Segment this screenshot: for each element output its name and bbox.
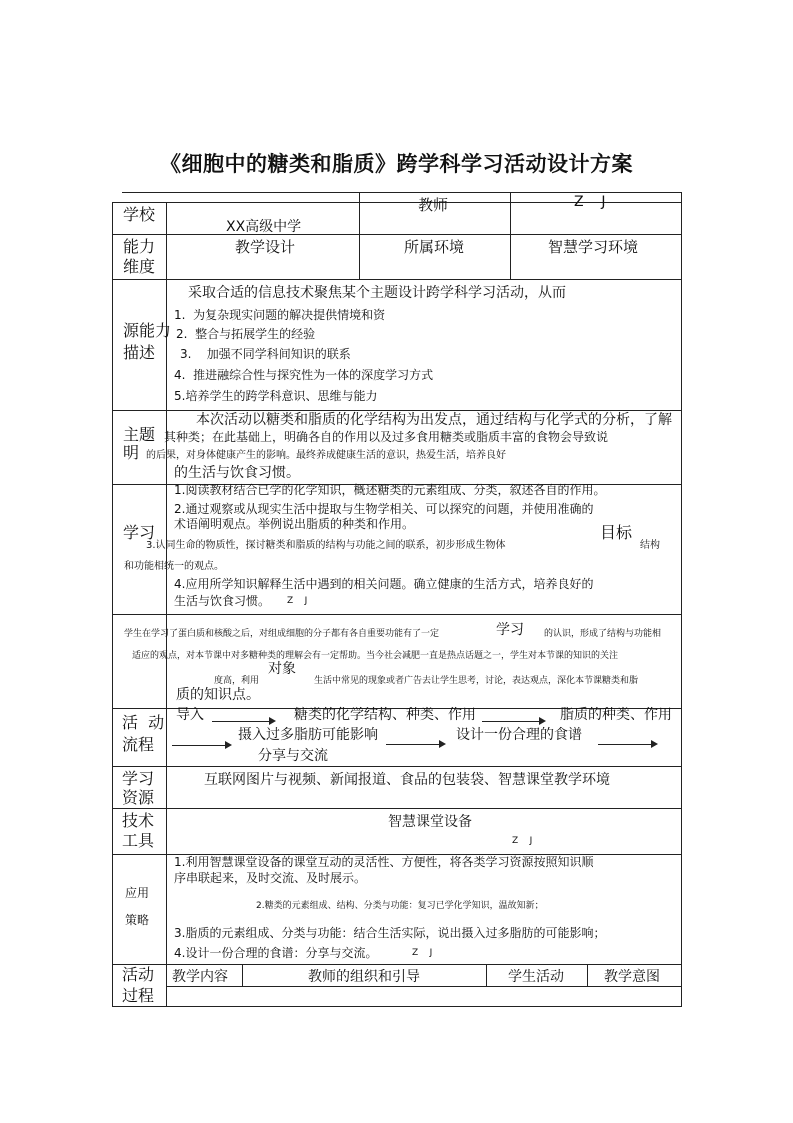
source-intro: 采取合适的信息技术聚焦某个主题设计跨学科学习活动，从而 xyxy=(188,285,566,301)
goal-item-4b: 生活与饮食习惯。 xyxy=(174,594,271,608)
row-divider xyxy=(112,766,682,767)
tool-label-line2: 工具 xyxy=(122,831,155,850)
row-divider xyxy=(166,986,682,987)
row-divider xyxy=(112,964,682,965)
goal-item-3c: 和功能相统一的观点。 xyxy=(124,561,224,572)
flow-arrow xyxy=(386,744,444,745)
row-divider xyxy=(112,279,682,280)
object-text-line3-rest: 生活中常见的现象或者广告去让学生思考，讨论，表达观点，深化本节课糖类和脂 xyxy=(314,676,639,686)
theme-label-line2: 明 xyxy=(123,443,140,462)
source-item: 4. 推进融综合性与探究性为一体的深度学习方式 xyxy=(174,368,434,382)
strategy-item-2: 2.糖类的元素组成、结构、分类与功能：复习已学化学知识，温故知新； xyxy=(256,901,544,911)
column-divider xyxy=(510,192,511,279)
process-col-intent: 教学意图 xyxy=(604,969,660,985)
teacher-label: 教师 xyxy=(418,196,449,214)
page-title: 《细胞中的糖类和脂质》跨学科学习活动设计方案 xyxy=(160,151,633,176)
goal-item-2a: 2.通过观察或从现实生活中提取与生物学相关、可以探究的问题，并使用准确的 xyxy=(174,502,594,516)
object-label: 对象 xyxy=(268,661,296,677)
environment-value: 智慧学习环境 xyxy=(548,238,639,256)
goal-item-4a: 4.应用所学知识解释生活中遇到的相关问题。确立健康的生活方式，培养良好的 xyxy=(174,577,594,591)
table-right-border xyxy=(681,192,682,1006)
school-label: 学校 xyxy=(123,205,156,224)
flow-arrow xyxy=(482,721,544,722)
flow-step-recipe: 设计一份合理的食谱 xyxy=(456,727,582,743)
tool-label-line1: 技术 xyxy=(122,811,155,830)
ability-label-line1: 能力 xyxy=(123,237,156,256)
column-divider xyxy=(359,192,360,279)
goal-item-1: 1.阅读教材结合已学的化学知识，概述糖类的元素组成、分类，叙述各自的作用。 xyxy=(174,483,606,497)
resource-label-line2: 资源 xyxy=(122,788,155,807)
process-col-content: 教学内容 xyxy=(172,969,228,985)
object-text-line1: 学生在学习了蛋白质和核酸之后，对组成细胞的分子都有各自重要功能有了一定 xyxy=(124,629,440,639)
goal-label-left: 学习 xyxy=(123,523,156,542)
school-value: XX高级中学 xyxy=(226,219,302,235)
flow-step-share: 分享与交流 xyxy=(258,748,328,764)
tool-value: 智慧课堂设备 xyxy=(388,814,472,830)
strategy-item-4: 4.设计一份合理的食谱：分享与交流。 xyxy=(174,946,378,960)
object-text-line1-big: 学习 xyxy=(496,622,524,638)
row-divider xyxy=(112,808,682,809)
tool-mark: Z J xyxy=(512,836,533,846)
goal-label-right: 目标 xyxy=(600,523,633,542)
flow-step-lipid: 脂质的种类、作用 xyxy=(560,707,672,723)
strategy-item-1b: 序串联起来，及时交流、及时展示。 xyxy=(174,871,367,885)
column-divider xyxy=(242,964,243,986)
source-item: 3. 加强不同学科间知识的联系 xyxy=(180,347,351,361)
process-col-student: 学生活动 xyxy=(508,969,564,985)
strategy-item-1a: 1.利用智慧课堂设备的课堂互动的灵活性、方便性，将各类学习资源按照知识顺 xyxy=(174,855,594,869)
source-item: 1. 为复杂现实问题的解决提供情境和资 xyxy=(174,308,386,322)
table-top-border xyxy=(122,192,682,193)
flow-arrow xyxy=(598,744,656,745)
table-bottom-border xyxy=(112,1006,682,1007)
column-divider xyxy=(587,964,588,986)
object-text-line4: 质的知识点。 xyxy=(176,687,260,703)
object-text-line2: 适应的观点，对本节课中对多糖种类的理解会有一定帮助。当今社会减肥一直是热点话题之一，学生对本节课的知识的关注 xyxy=(132,651,619,661)
theme-text-line2: 其种类；在此基础上，明确各自的作用以及过多食用糖类或脂质丰富的食物会导致说 xyxy=(164,430,609,444)
goal-item-2b: 术语阐明观点。举例说出脂质的种类和作用。 xyxy=(174,517,415,531)
flow-arrow xyxy=(172,745,230,746)
ability-value: 教学设计 xyxy=(235,238,296,256)
flow-step-fat-intake: 摄入过多脂肪可能影响 xyxy=(238,727,378,743)
flow-label-line2: 流程 xyxy=(122,735,155,754)
object-text-line1-end: 的认识，形成了结构与功能相 xyxy=(544,629,662,639)
theme-text-line1: 本次活动以糖类和脂质的化学结构为出发点，通过结构与化学式的分析，了解 xyxy=(196,412,672,428)
goal-item-3b: 结构 xyxy=(640,540,660,551)
process-label-line1: 活动 xyxy=(122,965,155,984)
strategy-label-line1: 应用 xyxy=(125,886,150,900)
environment-label: 所属环境 xyxy=(404,238,465,256)
row-divider xyxy=(112,614,682,615)
column-divider xyxy=(486,964,487,986)
process-label-line2: 过程 xyxy=(122,986,155,1005)
theme-text-line4: 的生活与饮食习惯。 xyxy=(174,465,300,481)
resource-value: 互联网图片与视频、新闻报道、食品的包装袋、智慧课堂教学环境 xyxy=(204,772,610,788)
teacher-value: Z J xyxy=(574,194,606,210)
goal-item-3a: 3.认同生命的物质性，探讨糖类和脂质的结构与功能之间的联系，初步形成生物体 xyxy=(146,540,506,551)
row-divider xyxy=(112,234,682,235)
theme-text-line3: 的后果，对身体健康产生的影响。最终养成健康生活的意识，热爱生活，培养良好 xyxy=(146,450,506,461)
resource-label-line1: 学习 xyxy=(122,769,155,788)
table-left-border xyxy=(112,202,113,1006)
flow-arrow xyxy=(212,721,274,722)
ability-label-line2: 维度 xyxy=(123,257,156,276)
strategy-mark: Z J xyxy=(412,948,433,958)
flow-label-line1: 活 动 xyxy=(122,713,165,732)
flow-step-intro: 导入 xyxy=(176,707,204,723)
flow-step-sugar: 糖类的化学结构、种类、作用 xyxy=(294,707,476,723)
theme-label-line1: 主题 xyxy=(123,425,156,444)
strategy-item-3: 3.脂质的元素组成、分类与功能：结合生活实际，说出摄入过多脂肪的可能影响； xyxy=(174,926,606,940)
object-text-line3-start: 度高，利用 xyxy=(214,676,260,686)
goal-mark: Z J xyxy=(287,596,308,606)
source-item: 2. 整合与拓展学生的经验 xyxy=(176,327,316,341)
source-label-line2: 描述 xyxy=(123,343,156,362)
strategy-label-line2: 策略 xyxy=(125,913,150,927)
source-item: 5.培养学生的跨学科意识、思维与能力 xyxy=(174,389,378,403)
source-label-line1: 源能力 xyxy=(123,321,172,340)
process-col-teacher: 教师的组织和引导 xyxy=(308,969,420,985)
